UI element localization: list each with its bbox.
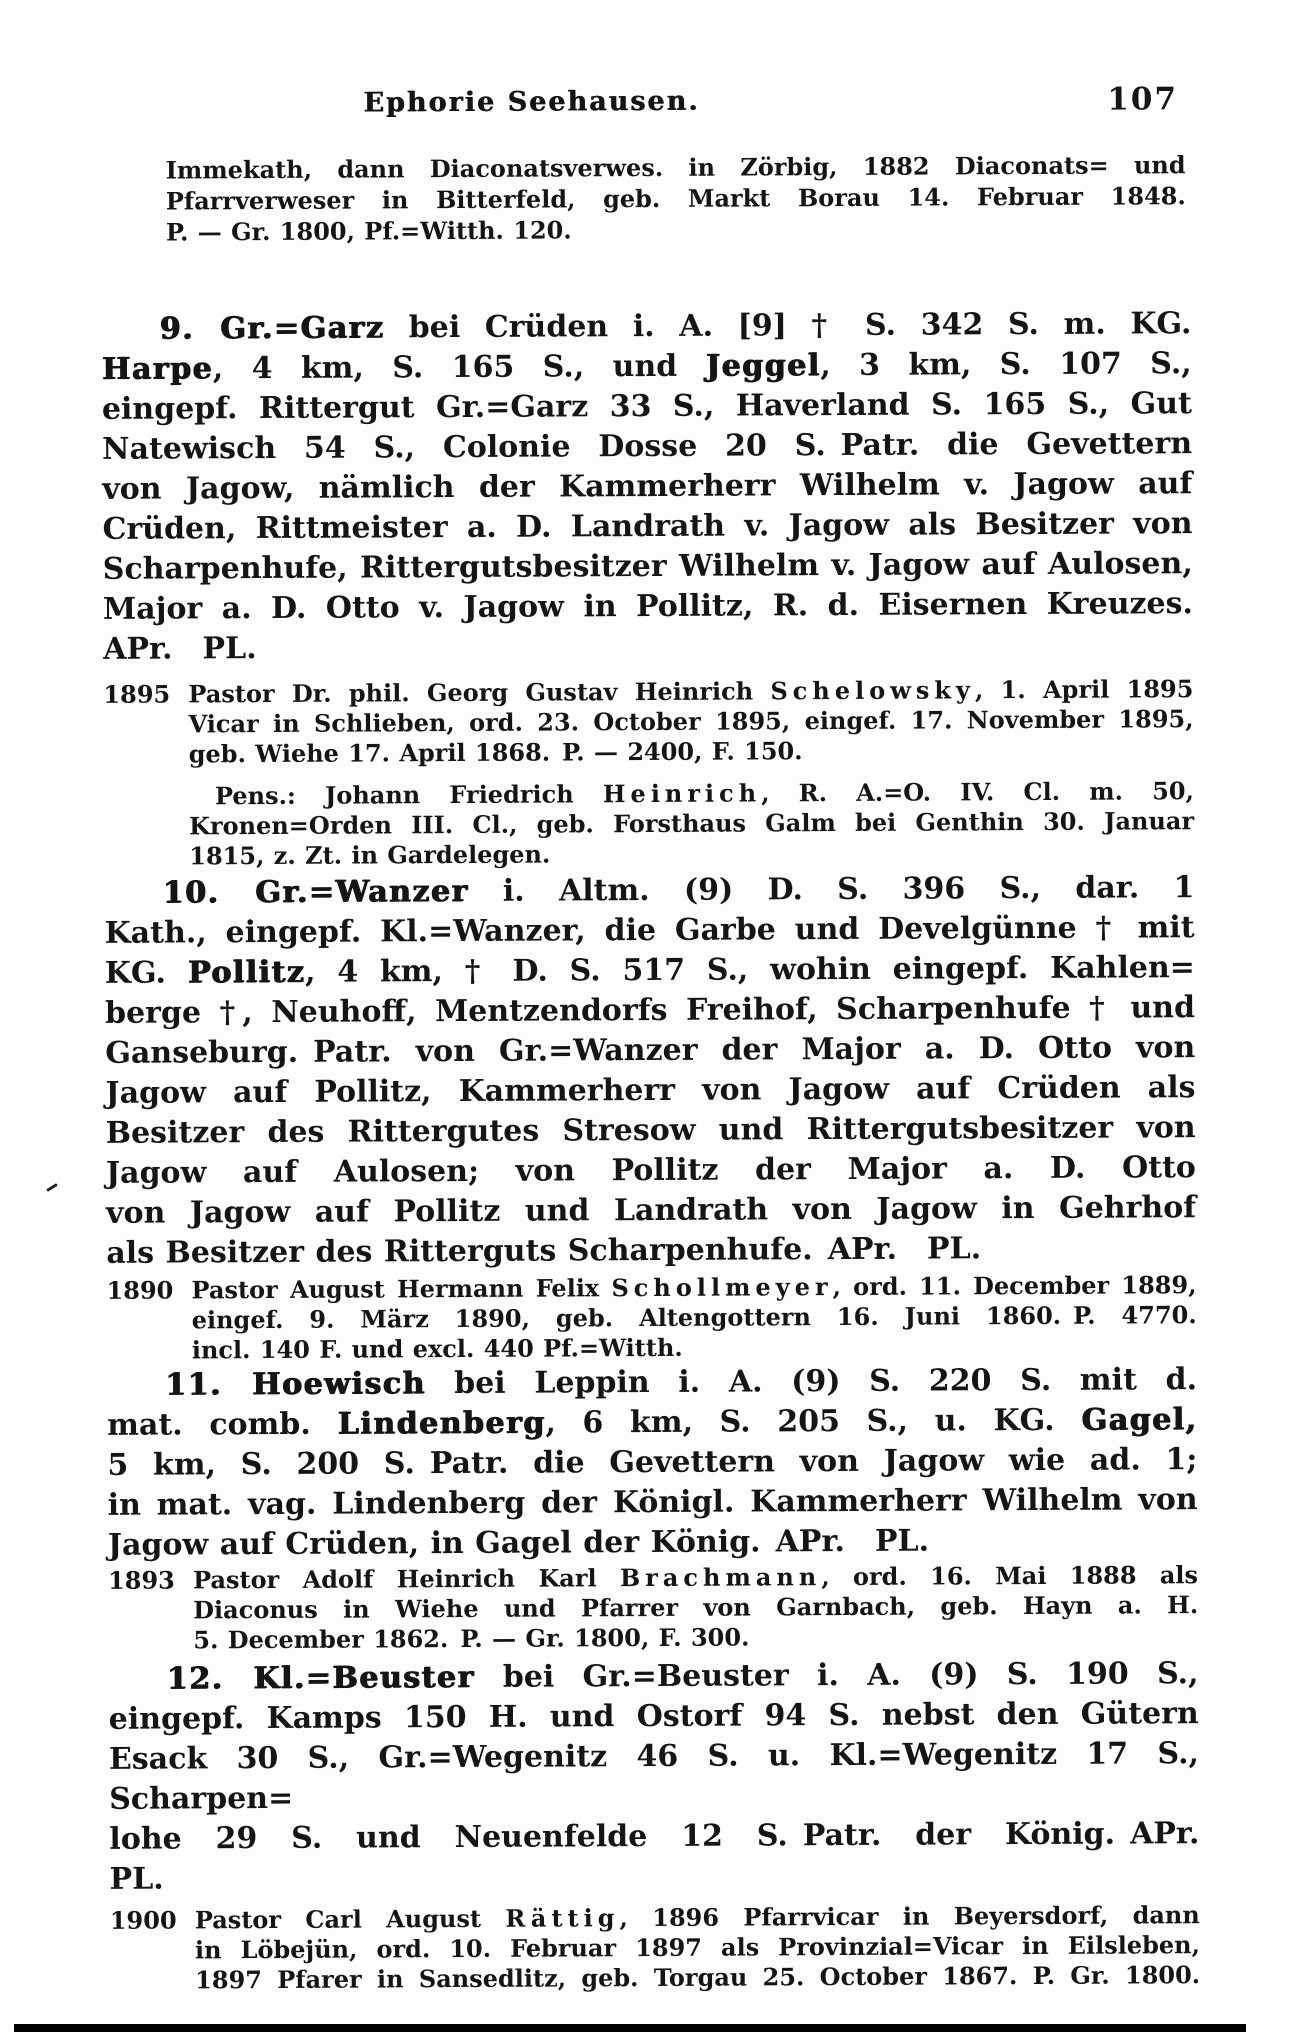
page-text <box>100 0 1200 1996</box>
text-segment: bei Crüden i. A. [9] † S. 342 S. m. KG. <box>383 306 1192 346</box>
pastor-entry-1900 <box>110 1900 1200 1996</box>
pension-note <box>189 776 1194 871</box>
text-segment: , 1896 Pfarrvicar in Beyersdorf, dann <box>619 1900 1200 1933</box>
text-line <box>109 1854 1199 1900</box>
text-segment: Esack 30 S., Gr.=Wegenitz 46 S. u. Kl.=Wegenitz 17 S., Scharpen= <box>108 1736 1200 1817</box>
text-lines <box>188 674 1193 769</box>
text-line <box>188 704 1193 739</box>
text-line <box>106 1108 1196 1154</box>
text-line <box>103 624 1193 670</box>
entry-10 <box>104 868 1196 1274</box>
person-name: Heinrich <box>602 778 762 809</box>
text-segment: Jagow auf Aulosen; von Pollitz der Major a. D. Otto <box>105 1150 1196 1191</box>
text-lines <box>108 1654 1199 1900</box>
text-line <box>105 988 1195 1034</box>
text-segment: geb. Wiehe 17. April 1868. P. — 2400, F. 150. <box>188 736 803 769</box>
text-segment: incl. 140 F. und excl. 440 Pf.=Witth. <box>191 1332 683 1365</box>
text-segment: Pastor Dr. phil. Georg Gustav Heinrich <box>188 676 771 709</box>
place-name: 11. Hoewisch <box>164 1366 426 1403</box>
continuation-entry <box>166 149 1186 247</box>
text-segment: APr. PL. <box>103 631 257 667</box>
text-lines <box>107 1360 1198 1566</box>
text-line <box>166 211 1186 247</box>
text-segment: 1815, z. Zt. in Gardelegen. <box>189 839 551 871</box>
text-lines <box>166 149 1186 247</box>
text-segment: als Besitzer des Ritterguts Scharpenhufe. APr. PL. <box>106 1231 982 1271</box>
place-name: Pollitz <box>187 954 306 991</box>
place-name: Lindenberg <box>337 1405 546 1442</box>
text-segment: Natewisch 54 S., Colonie Dosse 20 S. Patr. die Gevettern <box>102 426 1193 467</box>
text-segment: Pastor August Hermann Felix <box>191 1273 612 1305</box>
place-name: Jeggel <box>705 348 821 384</box>
text-lines <box>193 1560 1198 1655</box>
text-line <box>107 1360 1197 1406</box>
text-line <box>105 948 1195 994</box>
text-segment: KG. <box>104 955 188 991</box>
entry-9 <box>101 304 1193 670</box>
text-line <box>192 1300 1197 1335</box>
text-segment: Major a. D. Otto v. Jagow in Pollitz, R. d. Eisernen Kreuzes. <box>102 586 1194 627</box>
text-segment: Immekath, dann Diaconatsverwes. in Zörbig, 1882 Diaconats= und <box>165 150 1186 185</box>
place-name: 9. Gr.=Garz <box>159 310 385 347</box>
entry-year: 1893 <box>107 1565 175 1595</box>
text-segment: bei Gr.=Beuster i. A. (9) S. 190 S., <box>474 1656 1199 1695</box>
person-name: Rättig <box>505 1903 620 1933</box>
text-segment: Jagow auf Pollitz, Kammerherr von Jagow auf Crüden als <box>105 1070 1196 1111</box>
text-line <box>105 1028 1195 1074</box>
text-segment: Kath., eingepf. Kl.=Wanzer, die Garbe und Develgünne † mit <box>104 910 1195 951</box>
text-lines <box>104 868 1196 1274</box>
text-segment: Ganseburg. Patr. von Gr.=Wanzer der Major a. D. Otto von <box>105 1030 1196 1071</box>
text-segment: , R. A.=O. IV. Cl. m. 50, <box>761 776 1194 808</box>
place-name: 12. Kl.=Beuster <box>166 1659 475 1697</box>
text-segment: Besitzer des Rittergutes Stresow und Rittergutsbesitzer von <box>105 1110 1196 1151</box>
place-name: Harpe <box>101 351 213 387</box>
text-segment: 1897 Pfarer in Sansedlitz, geb. Torgau 25. October 1867. P. Gr. 1800. <box>195 1960 1201 1995</box>
entry-year: 1900 <box>109 1905 177 1935</box>
entry-11 <box>107 1360 1198 1566</box>
entry-year: 1895 <box>103 679 171 709</box>
entry-12 <box>108 1654 1199 1900</box>
text-segment: , 1. April 1895 <box>974 674 1194 705</box>
text-segment: Kronen=Orden III. Cl., geb. Forsthaus Galm bei Genthin 30. Januar <box>189 806 1195 841</box>
text-line <box>108 1520 1198 1566</box>
pastor-entry-1890 <box>106 1270 1196 1366</box>
text-line <box>108 1654 1198 1700</box>
text-segment: Diaconus in Wiehe und Pfarrer von Garnbach, geb. Hayn a. H. <box>193 1590 1199 1625</box>
text-segment: PL. <box>109 1861 164 1897</box>
text-segment: Jagow auf Crüden, in Gagel der König. APr. PL. <box>107 1523 930 1563</box>
text-segment: mat. comb. <box>107 1406 338 1443</box>
text-lines <box>189 776 1194 871</box>
text-segment: Pens.: Johann Friedrich <box>214 779 603 811</box>
text-line <box>102 424 1192 470</box>
text-line <box>107 1400 1197 1446</box>
text-segment: in Löbejün, ord. 10. Februar 1897 als Provinzial=Vicar in Eilsleben, <box>194 1930 1201 1965</box>
text-segment: Scharpenhufe, Rittergutsbesitzer Wilhelm v. Jagow auf Aulosen, <box>102 546 1193 587</box>
text-line <box>193 1620 1198 1655</box>
text-segment: eingepf. Kamps 150 H. und Ostorf 94 S. nebst den Gütern <box>108 1696 1199 1737</box>
text-segment: , 6 km, S. 205 S., u. KG. <box>545 1402 1082 1441</box>
text-line <box>189 806 1194 841</box>
text-segment: Pastor Adolf Heinrich Karl <box>192 1563 620 1595</box>
text-segment: 5. December 1862. P. — Gr. 1800, F. 300. <box>193 1622 750 1655</box>
text-line <box>102 344 1192 390</box>
text-lines <box>191 1270 1196 1365</box>
text-segment: Pastor Carl August <box>194 1903 506 1935</box>
text-segment: Pfarrverweser in Bitterfeld, geb. Markt Borau 14. Februar 1848. <box>165 181 1186 216</box>
text-line <box>109 1814 1199 1860</box>
pastor-entry-1893 <box>108 1560 1198 1656</box>
page-number: 107 <box>1107 81 1179 118</box>
text-line <box>104 868 1194 914</box>
text-segment: Crüden, Rittmeister a. D. Landrath v. Jagow als Besitzer von <box>102 506 1193 547</box>
text-line <box>102 384 1192 430</box>
text-line <box>101 304 1191 350</box>
text-segment: , 4 km, S. 165 S., und <box>212 348 706 387</box>
text-line <box>193 1590 1198 1625</box>
text-segment: , ord. 11. December 1889, <box>832 1270 1197 1302</box>
text-line <box>108 1480 1198 1526</box>
text-line <box>106 1148 1196 1194</box>
text-lines <box>195 1900 1200 1995</box>
text-segment: 5 km, S. 200 S. Patr. die Gevettern von Jagow wie ad. 1; <box>107 1442 1198 1483</box>
text-line <box>102 504 1192 550</box>
scan-artifact-bar <box>14 2024 1246 2032</box>
text-segment: P. — Gr. 1800, Pf.=Witth. 120. <box>165 215 572 247</box>
text-segment: , ord. 16. Mai 1888 als <box>821 1560 1199 1592</box>
text-lines <box>101 304 1193 670</box>
text-line <box>103 584 1193 630</box>
text-segment: , 3 km, S. 107 S., <box>820 346 1192 384</box>
text-segment: in mat. vag. Lindenberg der Königl. Kammerherr Wilhelm von <box>107 1482 1198 1523</box>
running-title: Ephorie Seehausen. <box>363 85 700 119</box>
person-name: Schollmeyer <box>611 1272 833 1303</box>
person-name: Schelowsky <box>770 675 976 706</box>
text-segment: Vicar in Schlieben, ord. 23. October 1895, eingef. 17. November 1895, <box>188 704 1194 739</box>
person-name: Brachmann <box>619 1562 822 1593</box>
text-segment: eingepf. Rittergut Gr.=Garz 33 S., Haverland S. 165 S., Gut <box>101 386 1192 427</box>
text-line <box>106 1188 1196 1234</box>
text-line <box>189 836 1194 871</box>
text-line <box>109 1694 1199 1740</box>
text-segment: i. Altm. (9) D. S. 396 S., dar. 1 <box>468 870 1195 909</box>
text-line <box>105 1068 1195 1114</box>
text-segment: von Jagow, nämlich der Kammerherr Wilhelm v. Jagow auf <box>102 466 1193 507</box>
text-segment: eingef. 9. März 1890, geb. Altengottern 16. Juni 1860. P. 4770. <box>191 1300 1197 1335</box>
text-line <box>109 1734 1199 1820</box>
text-line <box>102 464 1192 510</box>
text-line <box>195 1960 1200 1995</box>
text-segment: , 4 km, † D. S. 517 S., wohin eingepf. Kahlen= <box>304 950 1195 990</box>
text-line <box>107 1440 1197 1486</box>
text-line <box>105 908 1195 954</box>
text-line <box>189 734 1194 769</box>
text-line <box>103 544 1193 590</box>
text-segment: von Jagow auf Pollitz und Landrath von Jagow in Gehrhof <box>106 1190 1197 1231</box>
place-name: Gagel, <box>1081 1402 1198 1438</box>
place-name: 10. Gr.=Wanzer <box>162 873 469 911</box>
text-segment: lohe 29 S. und Neuenfelde 12 S. Patr. der König. APr. <box>109 1816 1200 1857</box>
text-line <box>166 180 1186 216</box>
text-segment: bei Leppin i. A. (9) S. 220 S. mit d. <box>425 1362 1198 1402</box>
text-segment: berge †, Neuhoff, Mentzendorfs Freihof, Scharpenhufe † und <box>104 990 1196 1031</box>
entry-year: 1890 <box>106 1275 174 1305</box>
text-line <box>106 1228 1196 1274</box>
pastor-entry-1895 <box>103 674 1193 770</box>
